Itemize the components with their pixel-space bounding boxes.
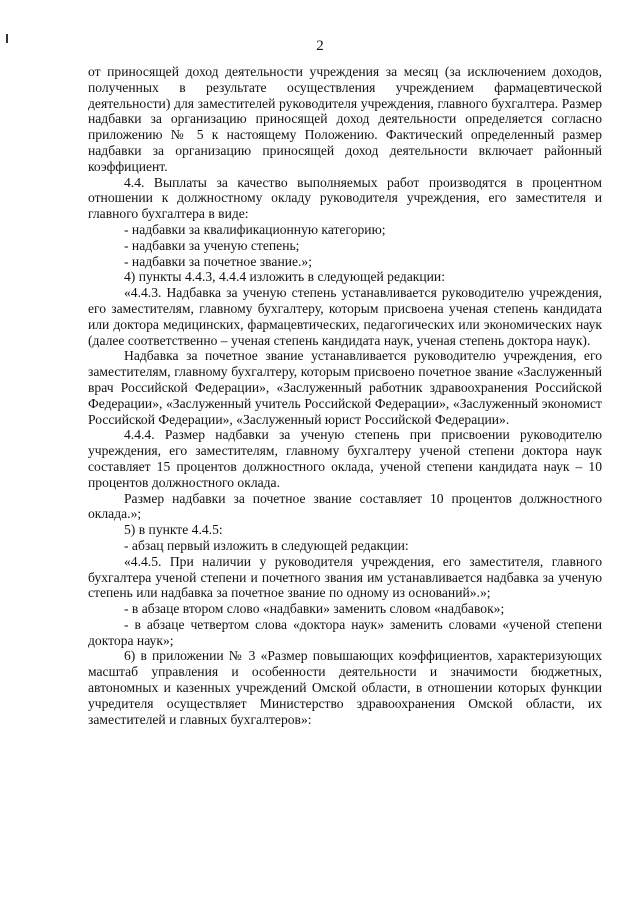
paragraph: 4.4.4. Размер надбавки за ученую степень при присвоении руководителю учреждения, его заместителям, главному бухгалтеру ученой степени доктора наук составляет 15 процентов должностного оклада, ученой степени кандидата наук – 10 процентов должностного оклада.: [88, 427, 602, 490]
paragraph: Размер надбавки за почетное звание составляет 10 процентов должностного оклада.»;: [88, 490, 602, 522]
paragraph: 4.4. Выплаты за качество выполняемых работ производятся в процентном отношении к должностному окладу руководителя учреждения, его заместителя и главного бухгалтера в виде:: [88, 174, 602, 222]
list-item: - надбавки за почетное звание.»;: [124, 253, 312, 269]
paragraph: 6) в приложении № 3 «Размер повышающих коэффициентов, характеризующих масштаб управления и особенности деятельности и значимости бюджетных, автономных и казенных учреждений Омской области, в отношении которых функции учредителя осуществляет Министерство здравоохранения Омской области, их заместителей и главных бухгалтеров»:: [88, 648, 602, 727]
list-item: - надбавки за квалификационную категорию;: [124, 221, 386, 237]
document-body: [88, 64, 602, 727]
paragraph: Надбавка за почетное звание устанавливается руководителю учреждения, его заместителям, главному бухгалтеру, которым присвоено почетное звание «Заслуженный врач Российской Федерации», «Заслуженный работник здравоохранения Российской Федерации», «Заслуженный учитель Российской Федерации», «Заслуженный экономист Российской Федерации», «Заслуженный юрист Российской Федерации».: [88, 348, 602, 427]
list-item: - в абзаце четвертом слова «доктора наук» заменить словами «ученой степени доктора наук»;: [88, 616, 602, 648]
list-item: - надбавки за ученую степень;: [124, 237, 300, 253]
paragraph: «4.4.5. При наличии у руководителя учреждения, его заместителя, главного бухгалтера ученой степени и почетного звания им устанавливается надбавка за ученую степень или надбавка за почетное звание по одному из оснований».»;: [88, 553, 602, 601]
paragraph: от приносящей доход деятельности учреждения за месяц (за исключением доходов, полученных в результате осуществления учреждением фармацевтической деятельности) для заместителей руководителя учреждения, главного бухгалтера. Размер надбавки за организацию приносящей доход деятельности определяется согласно приложению № 5 к настоящему Положению. Фактический определенный размер надбавки за организацию приносящей доход деятельности включает районный коэффициент.: [88, 64, 602, 174]
page-number: 2: [316, 38, 324, 54]
list-item: - в абзаце втором слово «надбавки» заменить словом «надбавок»;: [124, 601, 505, 617]
paragraph: «4.4.3. Надбавка за ученую степень устанавливается руководителю учреждения, его заместителям, главному бухгалтеру, которым присвоена ученая степень кандидата или доктора медицинских, фармацевтических, педагогических или экономических наук (далее соответственно – ученая степень кандидата наук, ученая степень доктора наук).: [88, 285, 602, 348]
list-item: - абзац первый изложить в следующей редакции:: [124, 537, 409, 553]
paragraph: 5) в пункте 4.4.5:: [124, 522, 223, 538]
paragraph: 4) пункты 4.4.3, 4.4.4 изложить в следующей редакции:: [124, 269, 445, 285]
